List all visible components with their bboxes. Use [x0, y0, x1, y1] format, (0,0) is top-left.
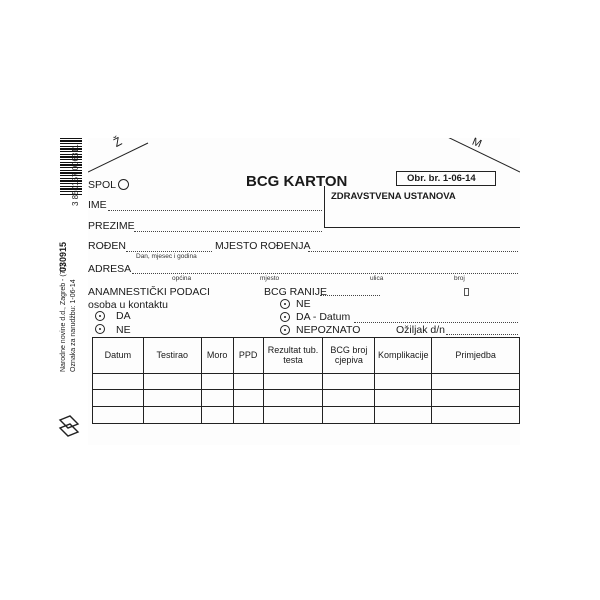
prezime-field[interactable]	[134, 231, 322, 232]
page-title: BCG KARTON	[246, 173, 348, 190]
publisher-line-2: Oznaka za narudžbu: 1-06-14	[70, 279, 77, 372]
prezime-label: PREZIME	[88, 220, 135, 232]
ranije-da-radio[interactable]	[280, 312, 290, 322]
address-opcina: općina	[172, 275, 192, 282]
publisher-logo	[58, 414, 80, 440]
osoba-label: osoba u kontaktu	[88, 299, 168, 311]
oziljak-label: Ožiljak d/n	[396, 324, 446, 336]
address-broj: broj	[454, 275, 465, 282]
form-number: Obr. br. 1-06-14	[407, 173, 476, 184]
ne-label: NE	[116, 324, 131, 336]
table-row[interactable]	[93, 374, 520, 390]
col-bcg-broj: BCG broj cjepiva	[323, 338, 375, 374]
mjesto-rodenja-field[interactable]	[308, 251, 518, 252]
spol-checkbox[interactable]	[118, 179, 129, 190]
publisher-line-1: Narodne novine d.d., Zagreb - (77)	[60, 264, 67, 372]
table-row[interactable]	[93, 407, 520, 424]
address-mjesto: mjesto	[260, 275, 280, 282]
ime-field[interactable]	[108, 210, 322, 211]
nepoznato-label: NEPOZNATO	[296, 324, 361, 336]
roden-label: ROĐEN	[88, 240, 126, 252]
col-komplikacije: Komplikacije	[375, 338, 432, 374]
institution-box[interactable]	[324, 186, 520, 228]
z-marker: Ž	[111, 134, 125, 150]
col-datum: Datum	[93, 338, 144, 374]
form-number-box	[396, 171, 496, 186]
vaccination-table	[92, 337, 520, 424]
ranije-da-label: DA - Datum	[296, 311, 351, 323]
oziljak-field[interactable]	[446, 334, 518, 335]
ime-label: IME	[88, 199, 107, 211]
da-label: DA	[116, 310, 131, 322]
barcode-number: 3 850157 006311	[71, 144, 80, 206]
bcg-card	[88, 134, 520, 445]
table-header-row	[93, 338, 520, 374]
col-ppd: PPD	[233, 338, 263, 374]
anamnesticki-heading: ANAMNESTIČKI PODACI	[88, 286, 210, 298]
col-primjedba: Primjedba	[432, 338, 520, 374]
adresa-label: ADRESA	[88, 263, 132, 275]
roden-sublabel: Dan, mjesec i godina	[136, 253, 197, 260]
adresa-field[interactable]	[132, 273, 518, 274]
ranije-ne-radio[interactable]	[280, 299, 290, 309]
bcg-ranije-line	[320, 295, 380, 296]
ne-radio[interactable]	[95, 324, 105, 334]
institution-label: ZDRAVSTVENA USTANOVA	[331, 191, 456, 202]
nepoznato-radio[interactable]	[280, 325, 290, 335]
ranije-ne-label: NE	[296, 298, 311, 310]
spol-label: SPOL	[88, 179, 117, 191]
bcg-ranije-heading: BCG RANIJE	[264, 286, 328, 298]
mjesto-rodenja-label: MJESTO ROĐENJA	[215, 240, 311, 252]
da-radio[interactable]	[95, 311, 105, 321]
col-testirao: Testirao	[143, 338, 201, 374]
ranije-datum-field[interactable]	[354, 322, 518, 323]
col-rezultat: Rezultat tub. testa	[263, 338, 323, 374]
roden-field[interactable]	[126, 251, 212, 252]
form-code: 030915	[58, 241, 68, 272]
col-moro: Moro	[201, 338, 233, 374]
address-ulica: ulica	[370, 275, 384, 282]
table-row[interactable]	[93, 390, 520, 407]
m-marker: M	[470, 135, 484, 151]
small-mark	[464, 288, 469, 296]
